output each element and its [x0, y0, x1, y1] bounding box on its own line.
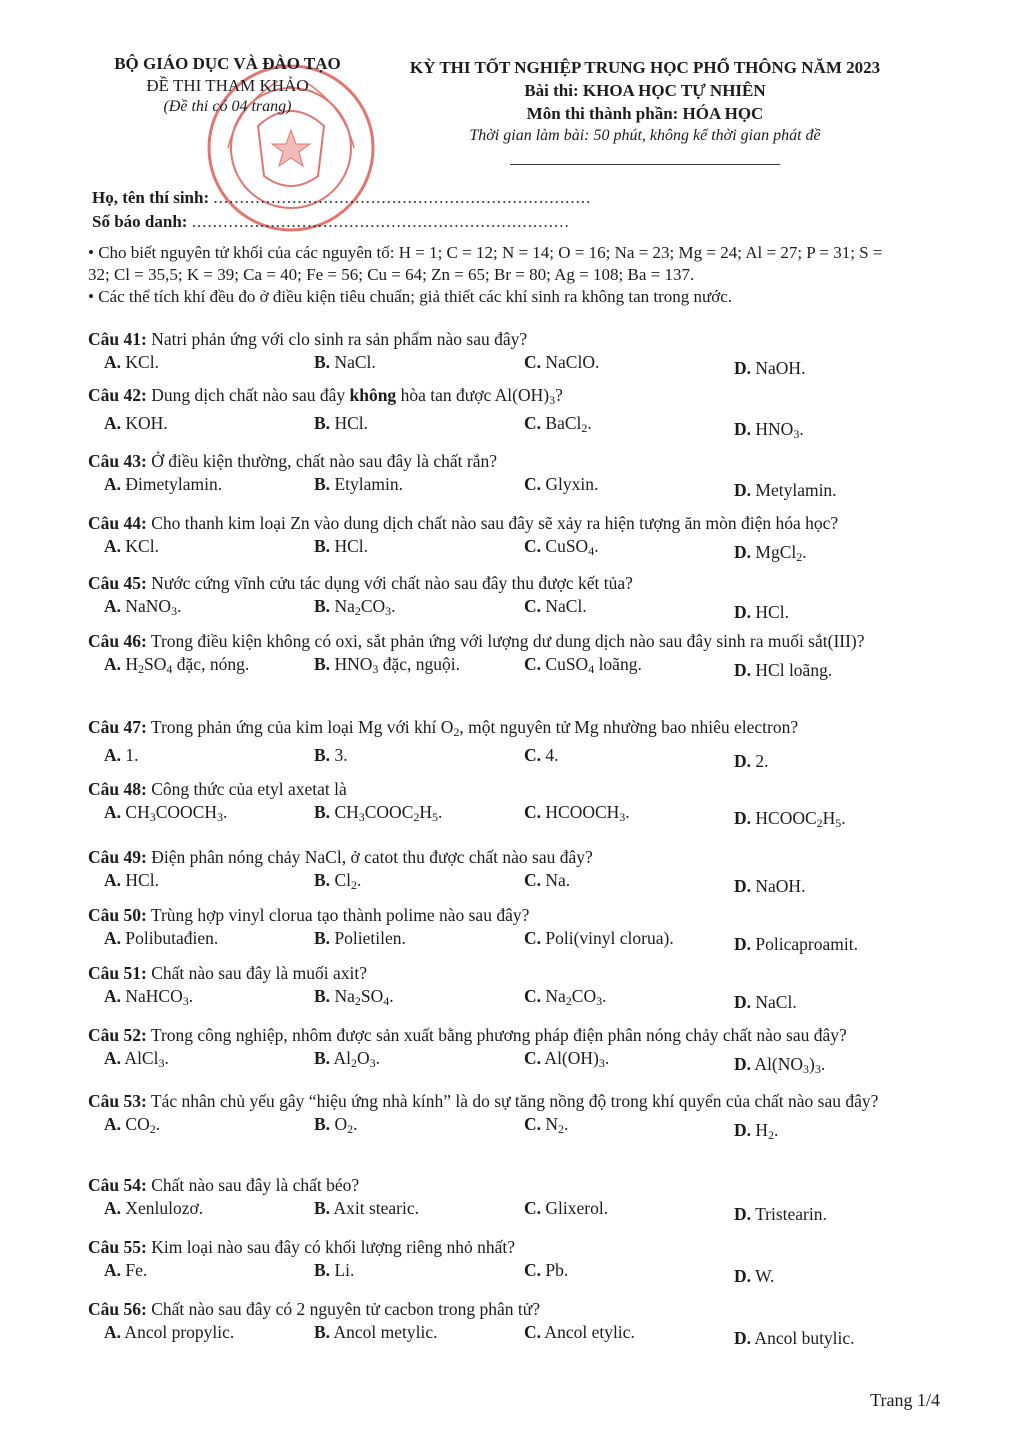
option-letter: B. [314, 352, 331, 372]
option-text: Ancol butylic. [751, 1328, 855, 1348]
exam-title: KỲ THI TỐT NGHIỆP TRUNG HỌC PHỔ THÔNG NĂM 2023 [409, 58, 881, 77]
option-letter: D. [734, 1328, 752, 1348]
question-text: Chất nào sau đây là chất béo? [146, 1175, 360, 1195]
question-stem [88, 512, 938, 534]
question-number: Câu 50: [88, 905, 147, 925]
option-text: $N_2$. [541, 1114, 569, 1136]
question-stem [88, 1298, 938, 1320]
option-text: KOH. [121, 413, 168, 433]
question-text: Nước cứng vĩnh cửu tác dụng với chất nào sau đây thu được kết tủa? [146, 573, 633, 593]
answer-option-d[interactable] [734, 1204, 827, 1225]
header-divider [510, 164, 780, 165]
subject-exam: Bài thi: KHOA HỌC TỰ NHIÊN [524, 81, 766, 100]
option-text: BaCl$_2$. [541, 413, 592, 435]
question-stem [88, 630, 938, 652]
option-text: KCl. [121, 536, 159, 556]
option-text: Ancol metylic. [330, 1322, 438, 1342]
option-letter: C. [524, 1114, 542, 1134]
option-letter: A. [104, 596, 122, 616]
option-text: Đimetylamin. [121, 474, 223, 494]
option-letter: A. [104, 986, 122, 1006]
question-text: Kim loại nào sau đây có khối lượng riêng nhỏ nhất? [146, 1237, 516, 1257]
option-text: $O_2$. [330, 1114, 358, 1136]
answer-option-c[interactable] [524, 413, 592, 436]
answer-options [88, 745, 938, 771]
question-text: Tác nhân chủ yếu gây “hiệu ứng nhà kính” là do sự tăng nồng độ trong khí quyển của chất nào sau đây? [146, 1091, 879, 1111]
option-letter: C. [524, 745, 542, 765]
answer-option-b[interactable] [314, 745, 348, 766]
option-text: Metylamin. [751, 480, 837, 500]
answer-option-c[interactable] [524, 1260, 568, 1281]
option-letter: D. [734, 1120, 752, 1140]
question-stem [88, 962, 938, 984]
answer-options [88, 1322, 938, 1348]
answer-option-b[interactable] [314, 986, 394, 1009]
candidate-name-blank[interactable]: ........................................................................ [213, 188, 592, 207]
question-52 [88, 1024, 938, 1074]
option-letter: B. [314, 536, 331, 556]
answer-option-a[interactable] [104, 986, 193, 1009]
answer-options [88, 1198, 938, 1224]
question-text: Natri phản ứng với clo sinh ra sản phẩm nào sau đây? [146, 329, 528, 349]
answer-option-d[interactable] [734, 934, 858, 955]
question-number: Câu 49: [88, 847, 147, 867]
option-text: $HCOOC_2H_5$. [751, 808, 846, 830]
question-50 [88, 904, 938, 954]
answer-option-d[interactable] [734, 1266, 774, 1287]
answer-option-a[interactable] [104, 1114, 160, 1137]
answer-option-a[interactable] [104, 474, 222, 495]
question-stem [88, 1024, 938, 1046]
question-number: Câu 55: [88, 1237, 147, 1257]
question-number: Câu 54: [88, 1175, 147, 1195]
option-text: NaHCO$_3$. [121, 986, 194, 1008]
answer-option-c[interactable] [524, 1198, 608, 1219]
option-letter: C. [524, 1048, 542, 1068]
option-text: $CH_3COOCH_3$. [121, 802, 228, 824]
option-text: Poli(vinyl clorua). [541, 928, 674, 948]
answer-options [88, 596, 938, 622]
option-text: $Al(OH)_3$. [541, 1048, 610, 1070]
option-letter: D. [734, 602, 752, 622]
header-left [95, 54, 360, 116]
answer-option-c[interactable] [524, 1322, 635, 1343]
option-letter: A. [104, 802, 122, 822]
answer-option-c[interactable] [524, 596, 587, 617]
option-text: AlCl$_3$. [121, 1048, 169, 1070]
question-text: Công thức của etyl axetat là [146, 779, 347, 799]
option-text: Pb. [541, 1260, 569, 1280]
header-right [395, 58, 895, 145]
answer-option-d[interactable] [734, 542, 807, 565]
question-44 [88, 512, 938, 562]
answer-option-b[interactable] [314, 1322, 437, 1343]
option-letter: B. [314, 745, 331, 765]
option-letter: C. [524, 596, 542, 616]
answer-option-c[interactable] [524, 474, 598, 495]
option-letter: D. [734, 480, 752, 500]
option-text: $HNO_3$. [751, 419, 804, 441]
question-number: Câu 46: [88, 631, 147, 651]
answer-option-b[interactable] [314, 413, 368, 434]
option-letter: C. [524, 1260, 542, 1280]
option-text: CuSO$_4$. [541, 536, 599, 558]
question-text: Trong công nghiệp, nhôm được sản xuất bằng phương pháp điện phân nóng chảy chất nào sau đây? [146, 1025, 847, 1045]
question-text: Trùng hợp vinyl clorua tạo thành polime nào sau đây? [146, 905, 530, 925]
answer-option-c[interactable] [524, 870, 570, 891]
option-letter: D. [734, 992, 752, 1012]
answer-option-d[interactable] [734, 660, 832, 681]
question-55 [88, 1236, 938, 1286]
option-letter: C. [524, 536, 542, 556]
option-letter: D. [734, 358, 752, 378]
option-text: HCl loãng. [751, 660, 833, 680]
question-number: Câu 42: [88, 385, 147, 405]
answer-option-a[interactable] [104, 928, 218, 949]
question-number: Câu 41: [88, 329, 147, 349]
question-stem [88, 1236, 938, 1258]
answer-option-b[interactable] [314, 1114, 357, 1137]
option-text: NaCl. [541, 596, 587, 616]
option-letter: C. [524, 928, 542, 948]
answer-option-a[interactable] [104, 1048, 169, 1071]
question-text: Chất nào sau đây là muối axit? [146, 963, 367, 983]
answer-options [88, 413, 938, 439]
question-stem [88, 384, 938, 411]
option-text: NaClO. [541, 352, 600, 372]
option-letter: B. [314, 986, 331, 1006]
option-letter: A. [104, 654, 122, 674]
question-number: Câu 47: [88, 717, 147, 737]
option-letter: C. [524, 986, 542, 1006]
question-stem [88, 846, 938, 868]
answer-option-d[interactable] [734, 876, 805, 897]
gas-condition-note: • Các thể tích khí đều đo ở điều kiện tiêu chuẩn; giả thiết các khí sinh ra không tan trong nước. [88, 287, 733, 306]
option-letter: A. [104, 745, 122, 765]
option-text: KCl. [121, 352, 159, 372]
answer-option-a[interactable] [104, 596, 181, 619]
answer-option-c[interactable] [524, 1048, 609, 1071]
option-letter: A. [104, 1048, 122, 1068]
answer-option-c[interactable] [524, 1114, 568, 1137]
answer-option-d[interactable] [734, 1328, 855, 1349]
option-text: HCl. [751, 602, 789, 622]
question-43 [88, 450, 938, 500]
question-text: Điện phân nóng chảy NaCl, ở catot thu được chất nào sau đây? [146, 847, 593, 867]
answer-option-a[interactable] [104, 745, 139, 766]
option-letter: D. [734, 808, 752, 828]
option-letter: A. [104, 1260, 122, 1280]
option-letter: A. [104, 870, 122, 890]
question-stem [88, 328, 938, 350]
option-letter: A. [104, 1322, 122, 1342]
option-text: Polietilen. [330, 928, 406, 948]
question-41 [88, 328, 938, 378]
option-text: Etylamin. [330, 474, 403, 494]
component-subject: Môn thi thành phần: HÓA HỌC [526, 104, 764, 123]
option-text: NaOH. [751, 876, 806, 896]
option-text: Axit stearic. [330, 1198, 419, 1218]
question-48 [88, 778, 938, 828]
answer-option-d[interactable] [734, 602, 789, 623]
option-text: NaNO$_3$. [121, 596, 182, 618]
option-text: Polibutađien. [121, 928, 219, 948]
candidate-name-row [92, 188, 591, 208]
option-text: $Cl_2$. [330, 870, 362, 892]
option-letter: A. [104, 536, 122, 556]
option-letter: C. [524, 474, 542, 494]
answer-option-a[interactable] [104, 802, 227, 825]
answer-options [88, 1114, 938, 1140]
option-text: HCl. [121, 870, 159, 890]
answer-option-a[interactable] [104, 352, 159, 373]
question-number: Câu 43: [88, 451, 147, 471]
answer-option-d[interactable] [734, 358, 805, 379]
option-letter: B. [314, 413, 331, 433]
option-text: W. [751, 1266, 775, 1286]
answer-options [88, 474, 938, 500]
option-letter: C. [524, 352, 542, 372]
answer-options [88, 654, 938, 680]
answer-option-b[interactable] [314, 1260, 354, 1281]
answer-options [88, 870, 938, 896]
answer-option-b[interactable] [314, 596, 396, 619]
option-letter: D. [734, 1204, 752, 1224]
option-text: Policaproamit. [751, 934, 858, 954]
answer-option-a[interactable] [104, 870, 159, 891]
answer-option-c[interactable] [524, 654, 642, 677]
option-letter: D. [734, 660, 752, 680]
question-53 [88, 1090, 938, 1140]
question-stem [88, 778, 938, 800]
option-letter: D. [734, 1266, 752, 1286]
answer-option-b[interactable] [314, 870, 361, 893]
option-letter: C. [524, 870, 542, 890]
answer-option-d[interactable] [734, 808, 846, 831]
answer-option-b[interactable] [314, 474, 403, 495]
option-text: $Na_2SO_4$. [330, 986, 394, 1008]
question-46 [88, 630, 938, 680]
question-text: Cho thanh kim loại Zn vào dung dịch chất nào sau đây sẽ xảy ra hiện tượng ăn mòn điện hóa học? [146, 513, 839, 533]
answer-option-b[interactable] [314, 1198, 419, 1219]
option-text: $H_2SO_4$ đặc, nóng. [121, 654, 250, 676]
question-number: Câu 48: [88, 779, 147, 799]
question-42 [88, 384, 938, 439]
answer-option-c[interactable] [524, 352, 599, 373]
option-text: 4. [541, 745, 559, 765]
option-text: Ancol etylic. [541, 1322, 635, 1342]
option-text: NaOH. [751, 358, 806, 378]
option-text: HCl. [330, 413, 368, 433]
answer-option-c[interactable] [524, 986, 606, 1009]
option-letter: B. [314, 1322, 331, 1342]
option-letter: B. [314, 870, 331, 890]
option-letter: C. [524, 1198, 542, 1218]
answer-option-a[interactable] [104, 1322, 234, 1343]
option-letter: C. [524, 654, 542, 674]
answer-option-c[interactable] [524, 928, 674, 949]
option-letter: D. [734, 751, 752, 771]
answer-option-c[interactable] [524, 802, 630, 825]
question-stem [88, 904, 938, 926]
question-text: Trong điều kiện không có oxi, sắt phản ứng với lượng dư dung dịch nào sau đây sinh ra muối sắt(III)? [146, 631, 865, 651]
option-text: $H_2$. [751, 1120, 779, 1142]
candidate-name-label: Họ, tên thí sinh: [92, 188, 210, 207]
answer-options [88, 1260, 938, 1286]
option-text: Glyxin. [541, 474, 599, 494]
question-number: Câu 53: [88, 1091, 147, 1111]
answer-option-b[interactable] [314, 352, 376, 373]
answer-option-a[interactable] [104, 536, 159, 557]
option-letter: B. [314, 1048, 331, 1068]
answer-option-b[interactable] [314, 1048, 380, 1071]
answer-option-a[interactable] [104, 654, 249, 677]
answer-option-b[interactable] [314, 536, 368, 557]
option-text: Ancol propylic. [121, 1322, 235, 1342]
option-letter: C. [524, 802, 542, 822]
question-54 [88, 1174, 938, 1224]
option-letter: B. [314, 474, 331, 494]
candidate-id-label: Số báo danh: [92, 212, 188, 231]
question-text: Chất nào sau đây có 2 nguyên tử cacbon trong phân tử? [146, 1299, 540, 1319]
option-letter: B. [314, 802, 331, 822]
option-text: $Al(NO_3)_3$. [751, 1054, 826, 1076]
option-text: $CO_2$. [121, 1114, 161, 1136]
candidate-id-row [92, 212, 570, 232]
option-text: $CH_3COOC_2H_5$. [330, 802, 443, 824]
answer-option-a[interactable] [104, 1260, 147, 1281]
option-letter: A. [104, 474, 122, 494]
page-number: Trang 1/4 [870, 1390, 940, 1410]
option-text: $Na_2CO_3$. [541, 986, 607, 1008]
option-text: Li. [330, 1260, 355, 1280]
question-stem [88, 1174, 938, 1196]
answer-option-d[interactable] [734, 1054, 825, 1077]
option-letter: D. [734, 876, 752, 896]
answer-option-d[interactable] [734, 992, 797, 1013]
time-allowed: Thời gian làm bài: 50 phút, không kể thời gian phát đề [469, 127, 821, 144]
option-text: Xenlulozơ. [121, 1198, 204, 1218]
option-text: HCl. [330, 536, 368, 556]
option-text: 3. [330, 745, 348, 765]
option-text: Na. [541, 870, 571, 890]
page-count-note: (Đề thi có 04 trang) [163, 98, 292, 115]
answer-option-b[interactable] [314, 802, 442, 825]
answer-options [88, 986, 938, 1012]
option-text: $Al_2O_3$. [330, 1048, 380, 1070]
answer-option-b[interactable] [314, 928, 406, 949]
option-text: $Na_2CO_3$. [330, 596, 396, 618]
atomic-mass-note: • Cho biết nguyên tử khối của các nguyên tố: H = 1; C = 12; N = 14; O = 16; Na = 23; Mg = 24; Al = 27; P = 31; S = 32; Cl = 35,5; K = 39; Ca = 40; Fe = 56; Cu = 64; Zn = 65; Br = 80; Ag = 108; Ba = 137. [88, 243, 883, 284]
exam-notes [88, 242, 898, 308]
option-text: NaCl. [330, 352, 376, 372]
option-letter: D. [734, 934, 752, 954]
answer-options [88, 928, 938, 954]
question-number: Câu 52: [88, 1025, 147, 1045]
option-letter: D. [734, 1054, 752, 1074]
answer-options [88, 802, 938, 828]
option-text: $HCOOCH_3$. [541, 802, 630, 824]
answer-option-d[interactable] [734, 1120, 778, 1143]
option-letter: B. [314, 1198, 331, 1218]
option-letter: B. [314, 1260, 331, 1280]
answer-option-d[interactable] [734, 751, 769, 772]
option-text: MgCl$_2$. [751, 542, 807, 564]
option-letter: A. [104, 1198, 122, 1218]
option-letter: C. [524, 413, 542, 433]
candidate-id-blank[interactable]: ........................................................................ [191, 212, 570, 231]
option-letter: A. [104, 928, 122, 948]
question-47 [88, 716, 938, 771]
question-number: Câu 45: [88, 573, 147, 593]
option-letter: B. [314, 654, 331, 674]
option-letter: A. [104, 352, 122, 372]
question-45 [88, 572, 938, 622]
answer-option-a[interactable] [104, 413, 168, 434]
answer-option-d[interactable] [734, 480, 837, 501]
option-text: NaCl. [751, 992, 797, 1012]
exam-type: ĐỀ THI THAM KHẢO [146, 76, 309, 95]
option-text: Fe. [121, 1260, 148, 1280]
answer-options [88, 536, 938, 562]
answer-option-b[interactable] [314, 654, 460, 677]
option-letter: B. [314, 596, 331, 616]
option-text: 1. [121, 745, 139, 765]
question-stem [88, 572, 938, 594]
question-49 [88, 846, 938, 896]
option-letter: D. [734, 419, 752, 439]
option-letter: B. [314, 928, 331, 948]
option-text: CuSO$_4$ loãng. [541, 654, 642, 676]
ministry-name: BỘ GIÁO DỤC VÀ ĐÀO TẠO [114, 54, 341, 73]
question-51 [88, 962, 938, 1012]
option-text: $HNO_3$ đặc, nguội. [330, 654, 461, 676]
question-text: Dung dịch chất nào sau đây không hòa tan được $Al(OH)_3$? [146, 385, 563, 407]
option-text: Tristearin. [751, 1204, 827, 1224]
option-text: 2. [751, 751, 769, 771]
question-number: Câu 56: [88, 1299, 147, 1319]
answer-option-c[interactable] [524, 536, 599, 559]
question-number: Câu 44: [88, 513, 147, 533]
answer-option-a[interactable] [104, 1198, 203, 1219]
option-letter: B. [314, 1114, 331, 1134]
answer-option-c[interactable] [524, 745, 559, 766]
question-number: Câu 51: [88, 963, 147, 983]
question-stem [88, 1090, 938, 1112]
option-letter: A. [104, 413, 122, 433]
option-text: Glixerol. [541, 1198, 609, 1218]
option-letter: D. [734, 542, 752, 562]
question-stem [88, 450, 938, 472]
option-letter: A. [104, 1114, 122, 1134]
answer-options [88, 1048, 938, 1074]
question-56 [88, 1298, 938, 1348]
question-stem [88, 716, 938, 743]
option-letter: C. [524, 1322, 542, 1342]
answer-options [88, 352, 938, 378]
question-text: Ở điều kiện thường, chất nào sau đây là chất rắn? [146, 451, 497, 471]
answer-option-d[interactable] [734, 419, 804, 442]
question-text: Trong phản ứng của kim loại Mg với khí $O_2$, một nguyên tử Mg nhường bao nhiêu electron? [146, 717, 799, 739]
